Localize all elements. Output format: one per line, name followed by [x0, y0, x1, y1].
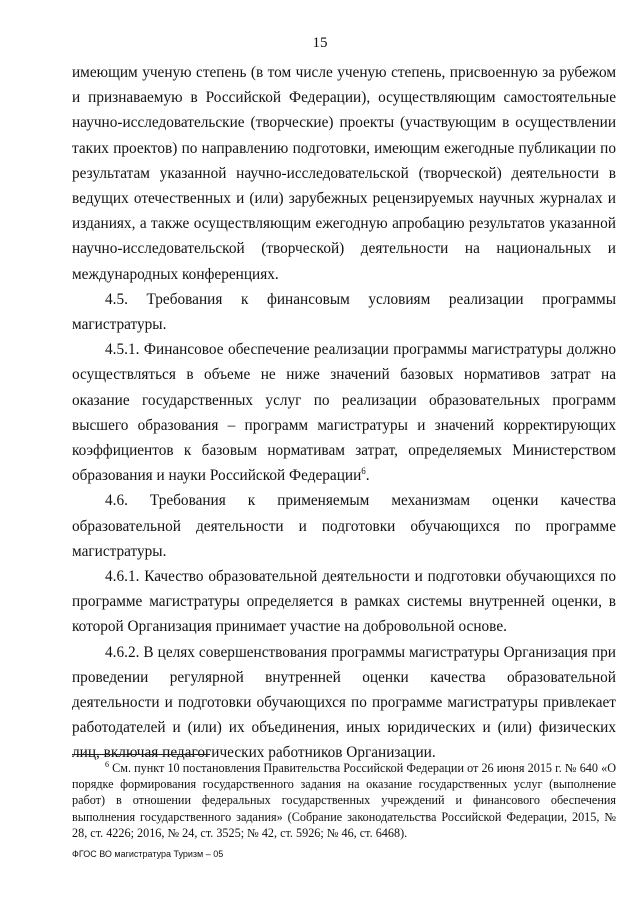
footnote-6 — [72, 760, 616, 841]
paragraph-4-5-1 — [72, 337, 616, 488]
footnote-text: См. пункт 10 постановления Правительства Российской Федерации от 26 июня 2015 г. № 640 «О порядке формирования государственного задания на оказание государственных услуг (выполнение работ) в отношении федеральных государственных учреждений и финансового обеспечения выполнения государственного задания» (Собрание законодательства Российской Федерации, 2015, № 28, ст. 4226; 2016, № 24, ст. 3525; № 42, ст. 5926; № 46, ст. 6468). — [72, 761, 616, 840]
paragraph-4-6-1: 4.6.1. Качество образовательной деятельности и подготовки обучающихся по программе магистратуры определяется в рамках системы внутренней оценки, в которой Организация принимает участие на добровольной основе. — [72, 568, 616, 636]
footnote-divider — [72, 754, 210, 755]
footnotes — [72, 760, 616, 841]
paragraph-4-6: 4.6. Требования к применяемым механизмам оценки качества образовательной деятельности и подготовки обучающихся по программе магистратуры. — [72, 492, 616, 560]
paragraph-4-6-2: 4.6.2. В целях совершенствования программы магистратуры Организация при проведении регулярной внутренней оценки качества образовательной деятельности и подготовки обучающихся по программе магистратуры привлекает работодателей и (или) их объединения, иных юридических и (или) физических лиц, включая педагогических работников Организации. — [72, 643, 616, 762]
footnote-reference: 6 — [361, 466, 366, 477]
paragraph-continuation: имеющим ученую степень (в том числе ученую степень, присвоенную за рубежом и признаваемую в Российской Федерации), осуществляющим самостоятельные научно-исследовательские (творческие) проекты (участвующим в осуществлении таких проектов) по направлению подготовки, имеющим ежегодные публикации по результатам указанной научно-исследовательской (творческой) деятельности в ведущих отечественных и (или) зарубежных рецензируемых научных журналах и изданиях, а также осуществляющим ежегодную апробацию результатов указанной научно-исследовательской (творческой) деятельности на национальных и международных конференциях. — [72, 64, 616, 283]
body-text — [72, 60, 616, 766]
footnote-marker: 6 — [105, 759, 109, 769]
document-footer: ФГОС ВО магистратура Туризм – 05 — [72, 849, 224, 859]
paragraph-4-5-1-tail: . — [365, 467, 370, 485]
page-number: 15 — [312, 35, 328, 51]
paragraph-4-5: 4.5. Требования к финансовым условиям реализации программы магистратуры. — [72, 290, 616, 334]
paragraph-4-5-1-text: 4.5.1. Финансовое обеспечение реализации программы магистратуры должно осуществляться в объеме не ниже значений базовых нормативов затрат на оказание государственных услуг по реализации образовательных программ высшего образования – программ магистратуры и значений корректирующих коэффициентов к базовым нормативам затрат, определяемых Министерством образования и науки Российской Федерации — [72, 341, 616, 485]
